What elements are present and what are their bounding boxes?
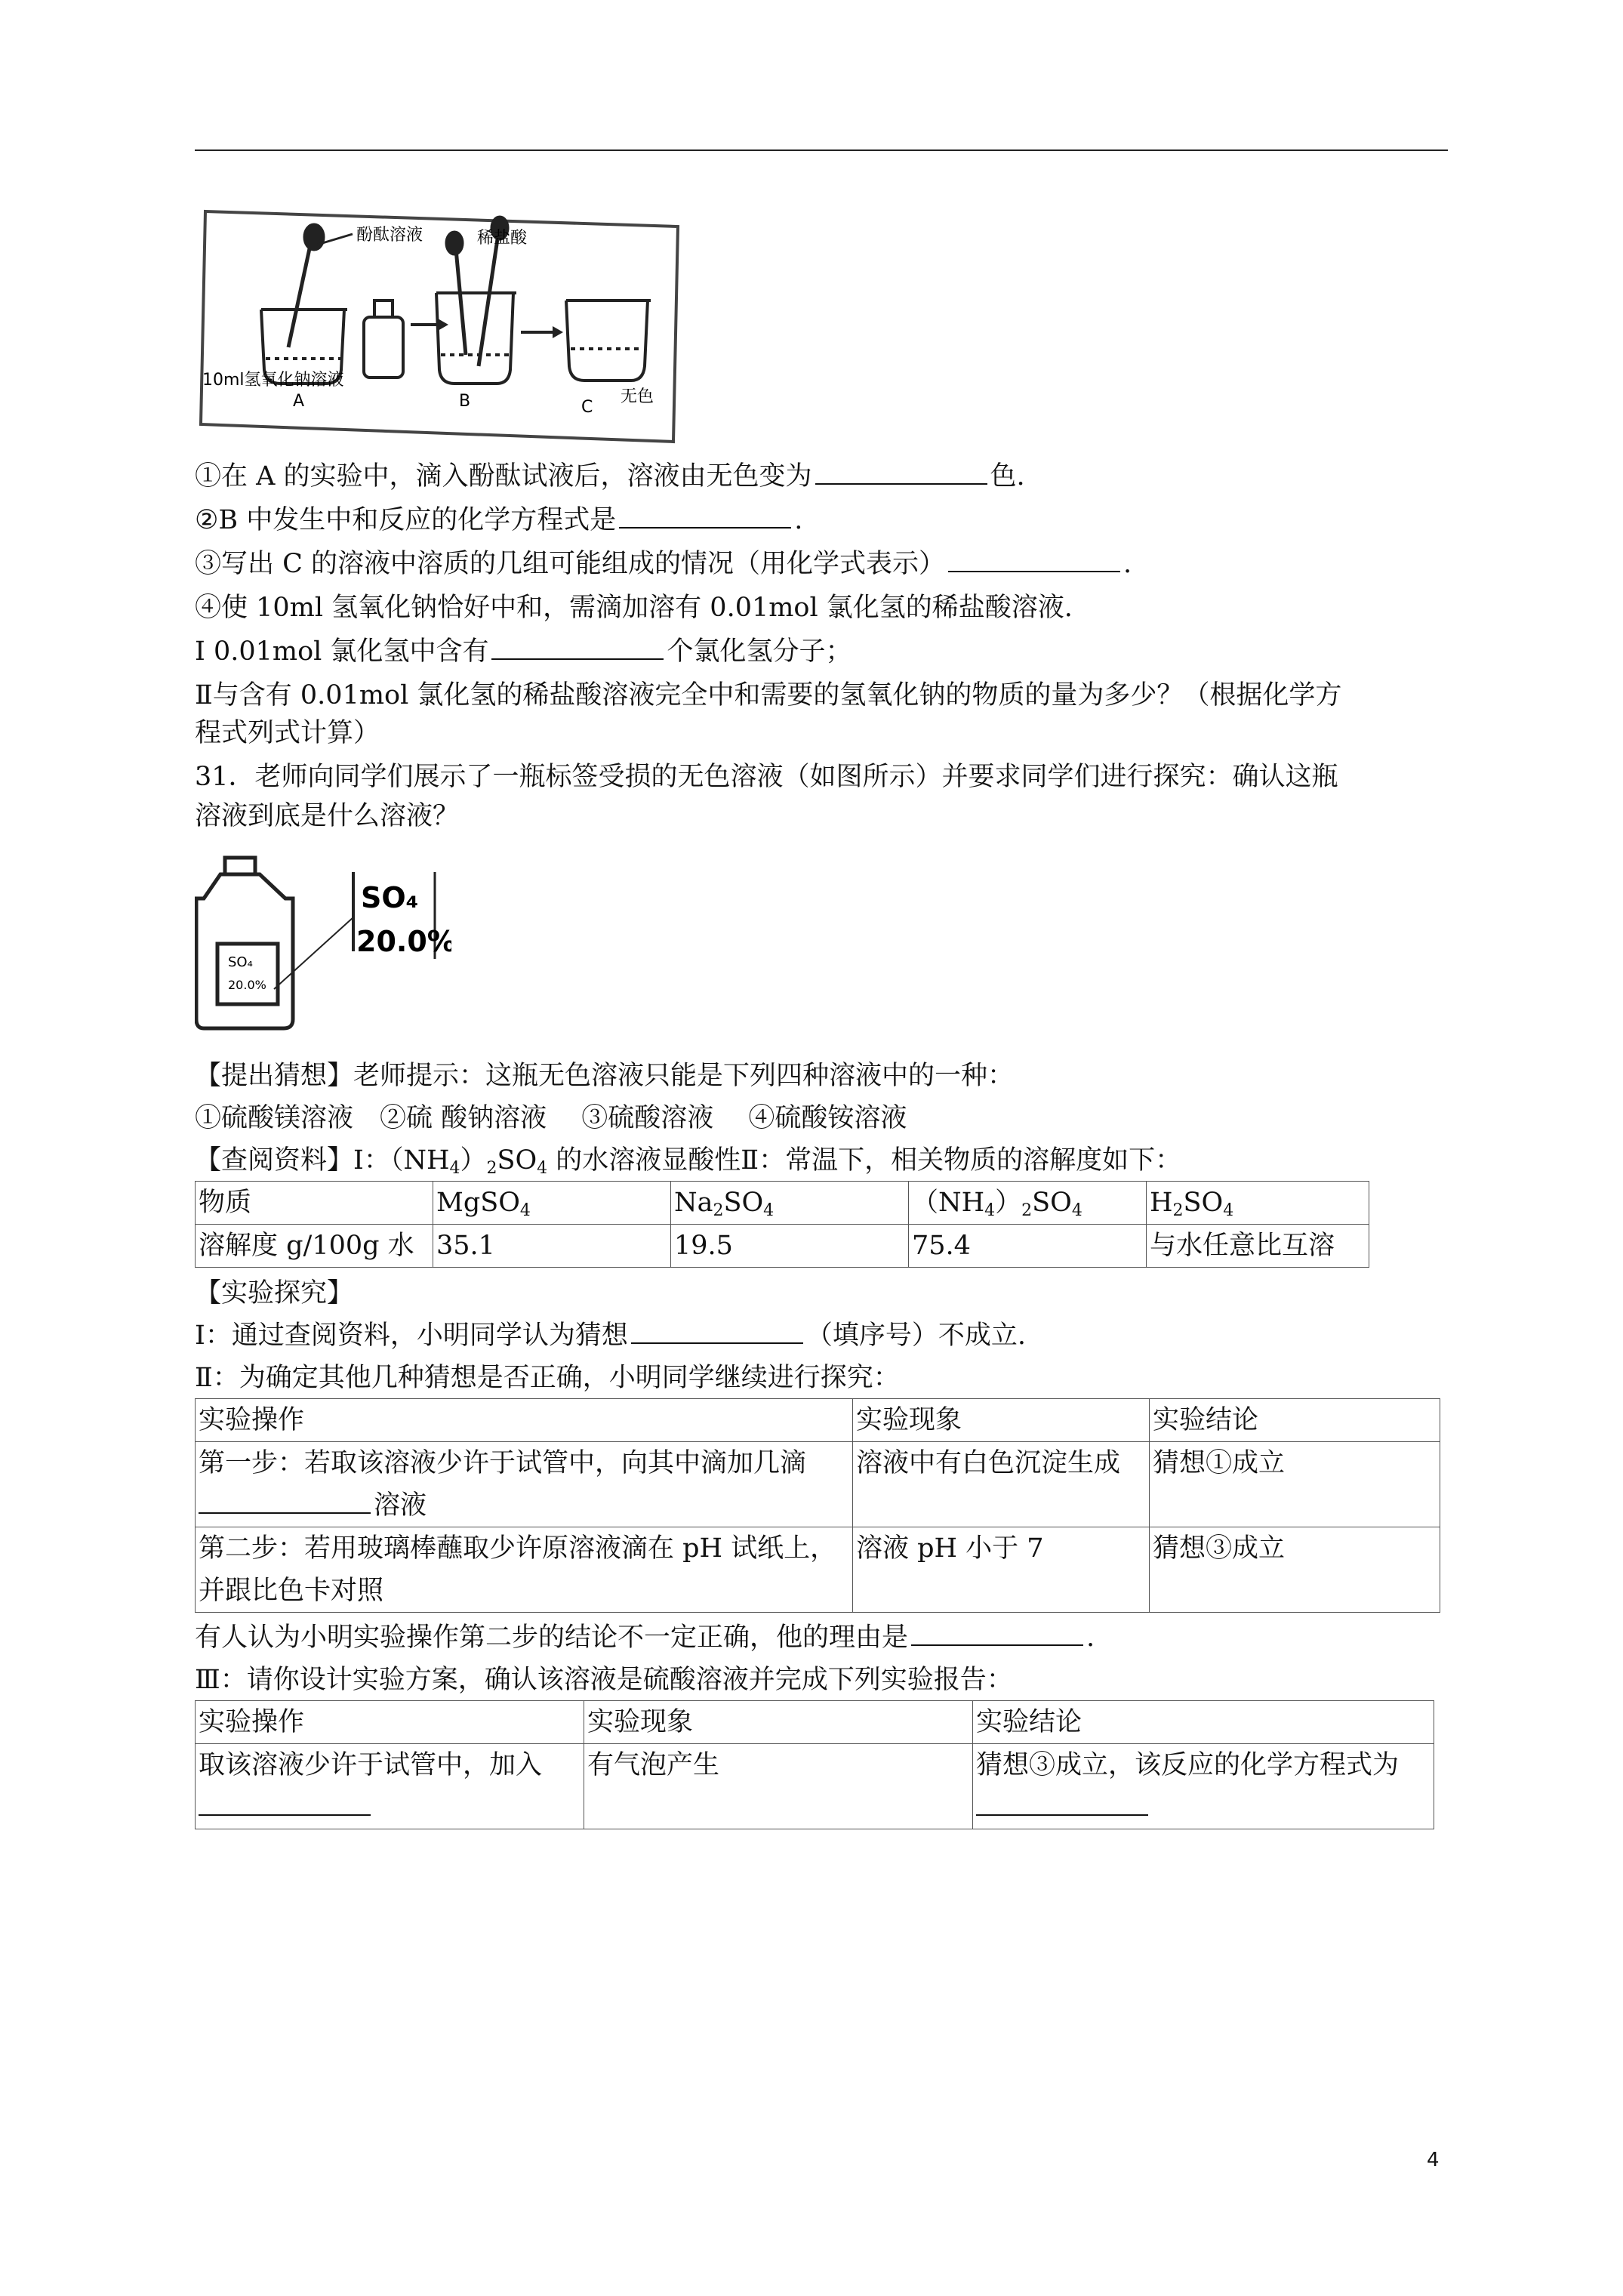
ref-text: 的水溶液显酸性Ⅱ：常温下，相关物质的溶解度如下： [547,1145,1182,1176]
table-cell: 溶液中有白色沉淀生成 [853,1442,1150,1527]
q-text: 个氯化氢分子； [667,636,852,667]
q-text: Ⅰ 0.01mol 氯化氢中含有 [195,636,489,667]
q-line-3 [195,542,1132,586]
bottle-big-label1: SO₄ [361,881,419,914]
answer-blank[interactable] [199,1490,371,1514]
table-row [196,1442,1440,1527]
table-cell: 实验结论 [1150,1399,1440,1442]
experiment-table-1 [195,1398,1440,1613]
table-cell [973,1744,1434,1829]
answer-blank[interactable] [491,636,664,660]
answer-blank[interactable] [976,1792,1148,1816]
table-cell: 19.5 [671,1225,909,1268]
label-naoh: 10ml氢氧化钠溶液 [202,371,344,390]
cell-text [199,1484,849,1527]
table-cell: 75.4 [909,1225,1147,1268]
q-text: ②B 中发生中和反应的化学方程式是 [195,505,617,535]
label-a: A [293,392,305,411]
q-line-2 [195,498,802,542]
cell-text: 第一步：若取该溶液少许于试管中，向其中滴加几滴 [199,1448,807,1478]
q-text: 色. [990,461,1025,492]
explore-line-4: Ⅲ：请你设计实验方案，确认该溶液是硫酸溶液并完成下列实验报告： [195,1665,1013,1695]
table-cell [196,1744,584,1829]
beaker-c [566,300,651,381]
table-cell: 实验结论 [973,1701,1434,1744]
table-cell: 35.1 [433,1225,671,1268]
explore-line-1 [195,1314,1026,1358]
explore-line-3 [195,1616,1095,1660]
cell-text: 猜想③成立，该反应的化学方程式为 [976,1750,1400,1780]
beaker-b [436,293,516,384]
experiment-figure [198,204,681,444]
ref-text: SO [497,1145,537,1176]
table-row [196,1182,1369,1225]
ref-sub: 2 [486,1159,497,1178]
page-number: 4 [1427,2149,1440,2171]
cell-text [199,1786,581,1829]
reference-line [195,1139,1181,1182]
table-cell: 与水任意比互溶 [1147,1225,1369,1268]
q-text: （填序号）不成立. [805,1321,1026,1351]
label-b: B [459,392,471,411]
header-rule [195,149,1448,151]
q31-line-1: 31．老师向同学们展示了一瓶标签受损的无色溶液（如图所示）并要求同学们进行探究：确认这瓶 [195,762,1338,792]
q-text: . [1086,1623,1095,1653]
q-line-4: ④使 10ml 氢氧化钠恰好中和，需滴加溶有 0.01mol 氯化氢的稀盐酸溶液. [195,593,1073,623]
q-text: ③写出 C 的溶液中溶质的几组可能组成的情况（用化学式表示） [195,549,946,579]
answer-blank[interactable] [199,1792,371,1816]
table-cell: MgSO$_4$ [433,1182,671,1225]
table-cell: $H_2SO_4$ [1147,1182,1369,1225]
table-row [196,1399,1440,1442]
ref-text: 【查阅资料】Ⅰ：（NH [195,1145,450,1176]
label-phenol: 酚酞溶液 [356,226,423,245]
q-line-1 [195,455,1025,498]
label-colorless: 无色 [621,387,654,406]
bottle-figure [195,853,451,1034]
cell-text: 第二步：若用玻璃棒蘸取少许原溶液滴在 pH 试纸上， [199,1533,837,1564]
answer-blank[interactable] [948,548,1120,572]
table-cell: 溶液 pH 小于 7 [853,1527,1150,1613]
q-text: Ⅰ：通过查阅资料，小明同学认为猜想 [195,1321,628,1351]
table-cell [196,1442,853,1527]
cell-text: 并跟比色卡对照 [199,1576,384,1606]
label-c: C [581,398,593,417]
table-row [196,1701,1434,1744]
bottle-diagram [195,853,451,1034]
q-line-7: 程式列式计算） [195,718,380,748]
table-cell: $(NH_4)_2SO_4$ [909,1182,1147,1225]
table-cell: 物质 [196,1182,433,1225]
table-row [196,1527,1440,1613]
table-cell: 有气泡产生 [584,1744,973,1829]
table-cell: 实验现象 [853,1399,1150,1442]
q31-line-2: 溶液到底是什么溶液？ [195,801,460,831]
table-cell: 实验操作 [196,1399,853,1442]
table-cell: 实验操作 [196,1701,584,1744]
answer-blank[interactable] [911,1622,1083,1646]
q-line-6: Ⅱ与含有 0.01mol 氯化氢的稀盐酸溶液完全中和需要的氢氧化钠的物质的量为多少？（根据化学方 [195,680,1342,710]
table-cell: 猜想③成立 [1150,1527,1440,1613]
q-text: . [794,505,803,535]
q-line-5 [195,630,852,673]
table-row [196,1744,1434,1829]
guess-items: ①硫酸镁溶液 ②硫 酸钠溶液 ③硫酸溶液 ④硫酸铵溶液 [195,1103,907,1133]
answer-blank[interactable] [631,1320,803,1344]
experiment-diagram [198,204,681,444]
bottle-small-label2: 20.0% [228,978,266,992]
table-cell: $Na_2SO_4$ [671,1182,909,1225]
ref-sub: 4 [449,1159,460,1178]
ref-sub: 4 [537,1159,548,1178]
table-cell: 溶解度 g/100g 水 [196,1225,433,1268]
table-row [196,1225,1369,1268]
cell-text: 溶液 [374,1490,427,1521]
ref-text: ） [460,1145,487,1176]
q-text: 有人认为小明实验操作第二步的结论不一定正确，他的理由是 [195,1623,909,1653]
table-cell [196,1527,853,1613]
bottle-big-label2: 20.0% [356,925,451,958]
table-cell: 猜想①成立 [1150,1442,1440,1527]
cell-text: 取该溶液少许于试管中，加入 [199,1750,543,1780]
cell-text [976,1786,1431,1829]
answer-blank[interactable] [815,461,987,485]
solubility-table [195,1181,1369,1268]
explore-title: 【实验探究】 [195,1278,354,1308]
answer-blank[interactable] [619,504,791,529]
q-text: . [1123,549,1132,579]
experiment-table-2 [195,1700,1434,1829]
q-text: ①在 A 的实验中，滴入酚酞试液后，溶液由无色变为 [195,461,812,492]
guess-title: 【提出猜想】老师提示：这瓶无色溶液只能是下列四种溶液中的一种： [195,1061,1015,1091]
bottle-small-label1: SO₄ [228,954,253,970]
explore-line-2: Ⅱ：为确定其他几种猜想是否正确，小明同学继续进行探究： [195,1363,900,1393]
small-bottle [364,300,403,378]
table-cell: 实验现象 [584,1701,973,1744]
label-hcl: 稀盐酸 [477,229,528,248]
